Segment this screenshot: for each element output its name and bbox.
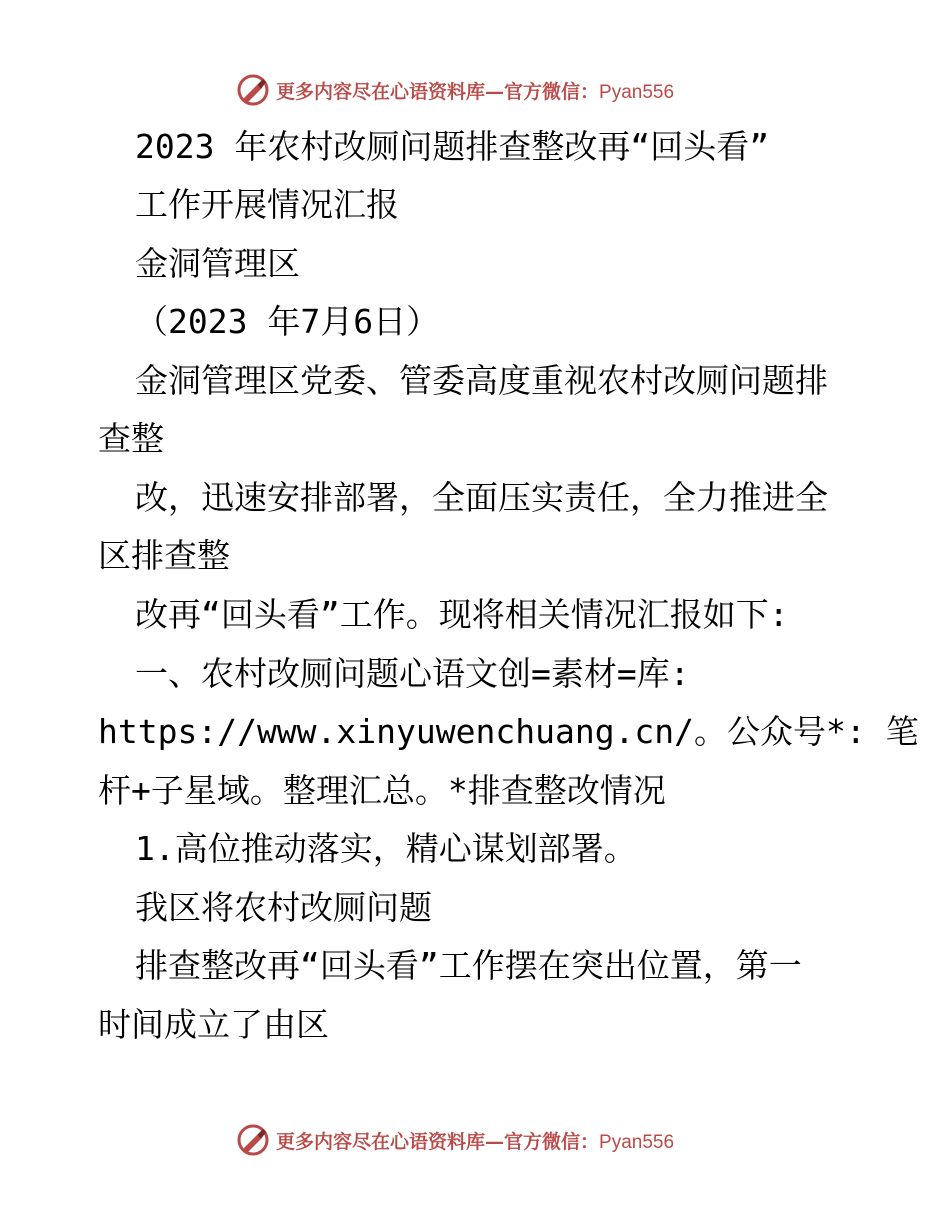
document-date: （2023 年7月6日） <box>135 302 440 341</box>
paragraph-line: 查整 <box>98 419 164 458</box>
watermark-id: Pyan556 <box>599 1131 675 1153</box>
watermark-id: Pyan556 <box>599 81 675 103</box>
document-author: 金洞管理区 <box>135 244 300 283</box>
watermark-text: 更多内容尽在心语资料库—官方微信：Pyan556 <box>276 1130 675 1153</box>
paragraph-line: 我区将农村改厕问题 <box>135 888 432 927</box>
pen-logo-icon <box>236 1123 270 1157</box>
pen-logo-icon <box>236 73 270 107</box>
paragraph-line: 金洞管理区党委、管委高度重视农村改厕问题排 <box>135 361 828 400</box>
paragraph-line: 排查整改再“回头看”工作摆在突出位置，第一 <box>135 946 802 985</box>
document-title-line-2: 工作开展情况汇报 <box>135 185 399 224</box>
paragraph-line: 区排查整 <box>98 536 230 575</box>
paragraph-line: 杆+子星域。整理汇总。*排查整改情况 <box>98 771 666 810</box>
footer-watermark <box>236 1122 674 1158</box>
paragraph-line: 时间成立了由区 <box>98 1005 329 1044</box>
paragraph-line: 改再“回头看”工作。现将相关情况汇报如下: <box>135 595 789 634</box>
document-title-line-1: 2023 年农村改厕问题排查整改再“回头看” <box>135 127 770 166</box>
header-watermark <box>236 72 674 108</box>
subsection-heading: 1.高位推动落实，精心谋划部署。 <box>135 829 637 868</box>
paragraph-line: https://www.xinyuwenchuang.cn/。公众号*: 笔 <box>98 712 919 751</box>
watermark-text: 更多内容尽在心语资料库—官方微信：Pyan556 <box>276 80 675 103</box>
paragraph-line: 改，迅速安排部署，全面压实责任，全力推进全 <box>135 478 828 517</box>
section-heading: 一、农村改厕问题心语文创=素材=库: <box>135 654 690 693</box>
